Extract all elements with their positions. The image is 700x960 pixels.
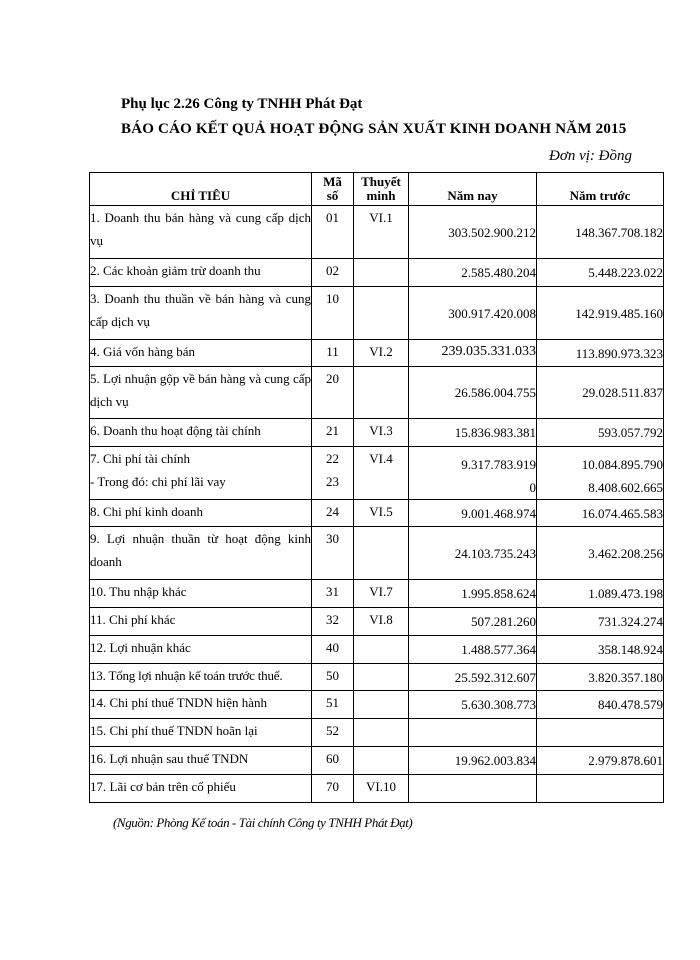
row-previous-year: 16.074.465.583 (537, 500, 664, 527)
table-header-row (90, 173, 664, 206)
row-previous-year: 1.089.473.198 (537, 580, 664, 608)
column-header-code: Mã số (312, 173, 354, 206)
row-current-year: 9.317.783.919 0 (409, 447, 537, 500)
table-row (90, 447, 664, 500)
income-statement-table (89, 172, 664, 803)
row-note (354, 747, 409, 775)
row-current-year (409, 719, 537, 747)
table-row (90, 419, 664, 447)
row-previous-year: 148.367.708.182 (537, 206, 664, 259)
column-header-current-year: Năm nay (409, 173, 537, 206)
column-header-previous-year: Năm trước (537, 173, 664, 206)
row-current-year: 303.502.900.212 (409, 206, 537, 259)
row-note: VI.1 (354, 206, 409, 259)
row-code: 11 (312, 340, 354, 367)
row-indicator: 15. Chi phí thuế TNDN hoãn lại (90, 719, 312, 747)
table-row (90, 636, 664, 664)
row-code: 52 (312, 719, 354, 747)
row-indicator: 2. Các khoản giảm trừ doanh thu (90, 259, 312, 287)
row-code: 22 23 (312, 447, 354, 500)
row-previous-year: 29.028.511.837 (537, 367, 664, 419)
row-note: VI.10 (354, 775, 409, 803)
row-note: VI.3 (354, 419, 409, 447)
row-note: VI.5 (354, 500, 409, 527)
column-header-indicator: CHỈ TIÊU (90, 173, 312, 206)
row-code: 21 (312, 419, 354, 447)
row-code: 24 (312, 500, 354, 527)
table-row (90, 259, 664, 287)
table-row (90, 719, 664, 747)
row-current-year: 2.585.480.204 (409, 259, 537, 287)
row-code: 01 (312, 206, 354, 259)
table-row (90, 287, 664, 340)
row-code: 10 (312, 287, 354, 340)
row-current-year: 15.836.983.381 (409, 419, 537, 447)
row-current-year: 24.103.735.243 (409, 527, 537, 580)
row-previous-year: 142.919.485.160 (537, 287, 664, 340)
row-previous-year: 2.979.878.601 (537, 747, 664, 775)
row-current-year: 300.917.420.008 (409, 287, 537, 340)
row-note: VI.4 (354, 447, 409, 500)
row-indicator: 3. Doanh thu thuần về bán hàng và cung cấp dịch vụ (90, 287, 312, 340)
column-header-note: Thuyết minh (354, 173, 409, 206)
row-code: 70 (312, 775, 354, 803)
row-indicator: 16. Lợi nhuận sau thuế TNDN (90, 747, 312, 775)
row-previous-year (537, 719, 664, 747)
row-note: VI.2 (354, 340, 409, 367)
row-current-year: 25.592.312.607 (409, 664, 537, 691)
row-current-year (409, 775, 537, 803)
row-indicator: 8. Chi phí kinh doanh (90, 500, 312, 527)
table-row (90, 527, 664, 580)
row-previous-year: 593.057.792 (537, 419, 664, 447)
row-current-year: 1.488.577.364 (409, 636, 537, 664)
row-current-year: 26.586.004.755 (409, 367, 537, 419)
row-indicator (90, 447, 312, 500)
row-note (354, 636, 409, 664)
table-row (90, 747, 664, 775)
row-note (354, 367, 409, 419)
row-indicator-sub: - Trong đó: chi phí lãi vay (90, 474, 226, 489)
row-note (354, 527, 409, 580)
report-title: BÁO CÁO KẾT QUẢ HOẠT ĐỘNG SẢN XUẤT KINH DOANH NĂM 2015 (121, 121, 627, 137)
row-note (354, 719, 409, 747)
row-current-year: 5.630.308.773 (409, 691, 537, 719)
row-previous-year (537, 775, 664, 803)
row-previous-year: 840.478.579 (537, 691, 664, 719)
row-code: 40 (312, 636, 354, 664)
row-current-year: 19.962.003.834 (409, 747, 537, 775)
table-row (90, 775, 664, 803)
table-row (90, 691, 664, 719)
row-note (354, 259, 409, 287)
appendix-label: Phụ lục 2.26 Công ty TNHH Phát Đạt (121, 96, 363, 112)
row-code: 20 (312, 367, 354, 419)
row-current-year: 507.281.260 (409, 608, 537, 636)
table-row (90, 340, 664, 367)
row-indicator: 11. Chi phí khác (90, 608, 312, 636)
row-indicator: 17. Lãi cơ bản trên cổ phiếu (90, 775, 312, 803)
source-note: (Nguồn: Phòng Kế toán - Tài chính Công ty TNHH Phát Đạt) (113, 815, 413, 830)
row-indicator: 9. Lợi nhuận thuần từ hoạt động kinh doanh (90, 527, 312, 580)
row-code: 02 (312, 259, 354, 287)
row-note (354, 664, 409, 691)
row-previous-year: 3.820.357.180 (537, 664, 664, 691)
row-indicator: 13. Tổng lợi nhuận kế toán trước thuế. (90, 664, 312, 691)
row-indicator: 4. Giá vốn hàng bán (90, 340, 312, 367)
table-row (90, 580, 664, 608)
row-indicator: 12. Lợi nhuận khác (90, 636, 312, 664)
row-note: VI.7 (354, 580, 409, 608)
row-code: 30 (312, 527, 354, 580)
row-previous-year: 5.448.223.022 (537, 259, 664, 287)
table-row (90, 206, 664, 259)
row-indicator: 1. Doanh thu bán hàng và cung cấp dịch vụ (90, 206, 312, 259)
row-code: 60 (312, 747, 354, 775)
row-code: 32 (312, 608, 354, 636)
row-current-year: 1.995.858.624 (409, 580, 537, 608)
currency-unit: Đơn vị: Đồng (549, 148, 632, 164)
row-indicator: 5. Lợi nhuận gộp về bán hàng và cung cấp dịch vụ (90, 367, 312, 419)
row-indicator: 10. Thu nhập khác (90, 580, 312, 608)
row-indicator: 6. Doanh thu hoạt động tài chính (90, 419, 312, 447)
row-note: VI.8 (354, 608, 409, 636)
row-previous-year: 731.324.274 (537, 608, 664, 636)
table-row (90, 608, 664, 636)
row-indicator: 14. Chi phí thuế TNDN hiện hành (90, 691, 312, 719)
table-row (90, 367, 664, 419)
table-row (90, 500, 664, 527)
row-code: 31 (312, 580, 354, 608)
row-previous-year: 358.148.924 (537, 636, 664, 664)
row-indicator-main: 7. Chi phí tài chính (90, 451, 191, 466)
row-previous-year: 10.084.895.790 8.408.602.665 (537, 447, 664, 500)
row-current-year: 9.001.468.974 (409, 500, 537, 527)
row-note (354, 691, 409, 719)
row-previous-year: 113.890.973.323 (537, 340, 664, 367)
row-note (354, 287, 409, 340)
row-previous-year: 3.462.208.256 (537, 527, 664, 580)
table-row (90, 664, 664, 691)
row-current-year: 239.035.331.033 (409, 340, 537, 367)
row-code: 50 (312, 664, 354, 691)
row-code: 51 (312, 691, 354, 719)
